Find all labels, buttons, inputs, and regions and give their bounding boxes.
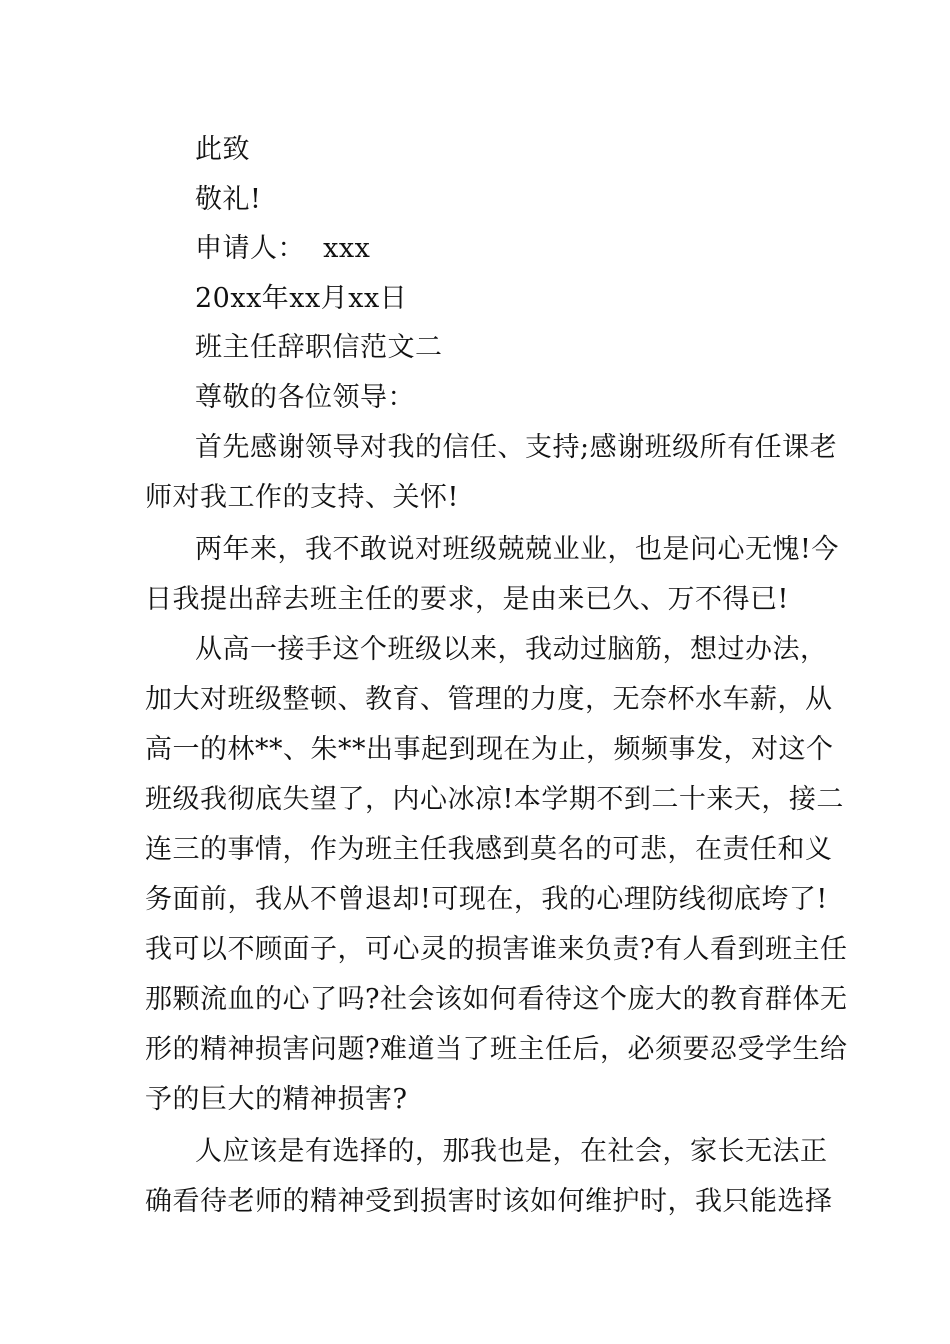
- applicant-line: 申请人： xxx: [195, 233, 371, 264]
- paragraph-3-line-5: 连三的事情，作为班主任我感到莫名的可悲，在责任和义: [145, 834, 833, 865]
- paragraph-1-line-2: 师对我工作的支持、关怀!: [145, 482, 459, 513]
- paragraph-3-line-9: 形的精神损害问题?难道当了班主任后，必须要忍受学生给: [145, 1034, 848, 1065]
- paragraph-3-line-3: 高一的林**、朱**出事起到现在为止，频频事发，对这个: [145, 734, 834, 765]
- greeting: 尊敬的各位领导：: [195, 382, 415, 413]
- paragraph-3-line-7: 我可以不顾面子，可心灵的损害谁来负责?有人看到班主任: [145, 934, 848, 965]
- paragraph-3-line-1: 从高一接手这个班级以来，我动过脑筋，想过办法，: [195, 634, 828, 665]
- paragraph-3-line-8: 那颗流血的心了吗?社会该如何看待这个庞大的教育群体无: [145, 984, 848, 1015]
- paragraph-4-line-2: 确看待老师的精神受到损害时该如何维护时，我只能选择: [145, 1186, 833, 1217]
- date-line: 20xx年xx月xx日: [195, 283, 408, 314]
- paragraph-3-line-10: 予的巨大的精神损害?: [145, 1084, 408, 1115]
- paragraph-2-line-1: 两年来，我不敢说对班级兢兢业业，也是问心无愧!今: [195, 534, 839, 565]
- paragraph-3-line-2: 加大对班级整顿、教育、管理的力度，无奈杯水车薪，从: [145, 684, 833, 715]
- paragraph-2-line-2: 日我提出辞去班主任的要求，是由来已久、万不得已!: [145, 584, 789, 615]
- paragraph-1-line-1: 首先感谢领导对我的信任、支持;感谢班级所有任课老: [195, 432, 838, 463]
- paragraph-4-line-1: 人应该是有选择的，那我也是，在社会，家长无法正: [195, 1136, 828, 1167]
- section-title: 班主任辞职信范文二: [195, 332, 443, 363]
- closing-regards: 敬礼!: [195, 184, 262, 215]
- closing-salutation: 此致: [195, 134, 250, 165]
- paragraph-3-line-6: 务面前，我从不曾退却!可现在，我的心理防线彻底垮了!: [145, 884, 828, 915]
- paragraph-3-line-4: 班级我彻底失望了，内心冰凉!本学期不到二十来天，接二: [145, 784, 844, 815]
